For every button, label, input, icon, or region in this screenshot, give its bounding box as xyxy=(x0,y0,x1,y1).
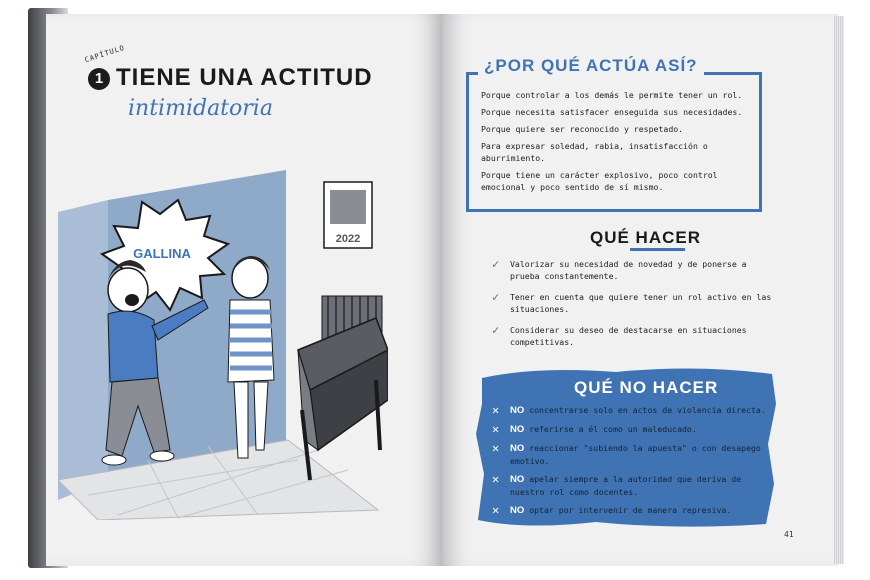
dont-item-prefix: NO xyxy=(510,424,525,435)
dont-item-prefix: NO xyxy=(510,405,525,416)
why-item: Para expresar soledad, rabia, insatisfacción o aburrimiento. xyxy=(481,141,708,163)
cross-icon: ✕ xyxy=(492,472,500,486)
do-item xyxy=(492,258,774,282)
calendar-year: 2022 xyxy=(335,233,361,245)
cross-icon: ✕ xyxy=(492,503,500,517)
foosball-table xyxy=(298,318,388,480)
calendar-picture xyxy=(330,190,366,224)
chapter-label: CAPÍTULO xyxy=(83,43,126,65)
page-subtitle: intimidatoria xyxy=(128,96,273,121)
dont-item-text: optar por intervenir de manera represiva. xyxy=(529,505,732,515)
illustration xyxy=(58,150,388,520)
checkmark-icon: ✓ xyxy=(492,257,500,271)
page-title: TIENE UNA ACTITUD xyxy=(116,64,373,91)
do-item-text: Considerar su deseo de destacarse en situaciones competitivas. xyxy=(510,325,747,347)
dont-item-text: concentrarse solo en actos de violencia directa. xyxy=(529,405,766,415)
dont-item-prefix: NO xyxy=(510,474,525,485)
wall-side xyxy=(58,200,108,500)
dont-item-text: referirse a él como un maleducado. xyxy=(529,424,697,434)
why-item: Porque necesita satisfacer enseguida sus necesidades. xyxy=(481,107,743,117)
dont-item-text: apelar siempre a la autoridad que deriva de nuestro rol como docentes. xyxy=(510,474,742,497)
checkmark-icon: ✓ xyxy=(492,323,500,337)
dont-item-prefix: NO xyxy=(510,505,525,516)
cross-icon: ✕ xyxy=(492,403,500,417)
why-title: ¿POR QUÉ ACTÚA ASÍ? xyxy=(478,56,704,76)
speech-bubble-text: GALLINA xyxy=(133,246,191,261)
do-item xyxy=(492,324,774,348)
dont-item xyxy=(492,423,774,436)
do-item xyxy=(492,291,774,315)
dont-item xyxy=(492,442,774,467)
why-item: Porque quiere ser reconocido y respetado. xyxy=(481,124,684,134)
why-box xyxy=(466,72,762,212)
do-list xyxy=(492,258,774,357)
why-item: Porque tiene un carácter explosivo, poco control emocional y poco sentido de sí mismo. xyxy=(481,170,718,192)
why-item: Porque controlar a los demás le permite tener un rol. xyxy=(481,90,743,100)
do-title: QUÉ HACER xyxy=(590,228,702,247)
cross-icon: ✕ xyxy=(492,422,500,436)
do-item-text: Valorizar su necesidad de novedad y de ponerse a prueba constantemente. xyxy=(510,259,747,281)
do-title-underline xyxy=(630,248,685,251)
chapter-number: 1 xyxy=(88,68,110,90)
dont-title: QUÉ NO HACER xyxy=(574,378,719,397)
dont-item xyxy=(492,504,774,517)
dont-item-text: reaccionar "subiendo la apuesta" o con desapego emotivo. xyxy=(510,443,761,466)
dont-item-prefix: NO xyxy=(510,443,525,454)
do-item-text: Tener en cuenta que quiere tener un rol activo en las situaciones. xyxy=(510,292,772,314)
cross-icon: ✕ xyxy=(492,441,500,455)
dont-list xyxy=(492,404,774,523)
dont-item xyxy=(492,473,774,498)
why-list xyxy=(481,89,749,193)
page-number: 41 xyxy=(784,530,794,539)
checkmark-icon: ✓ xyxy=(492,290,500,304)
page-edges xyxy=(834,16,844,564)
dont-item xyxy=(492,404,774,417)
